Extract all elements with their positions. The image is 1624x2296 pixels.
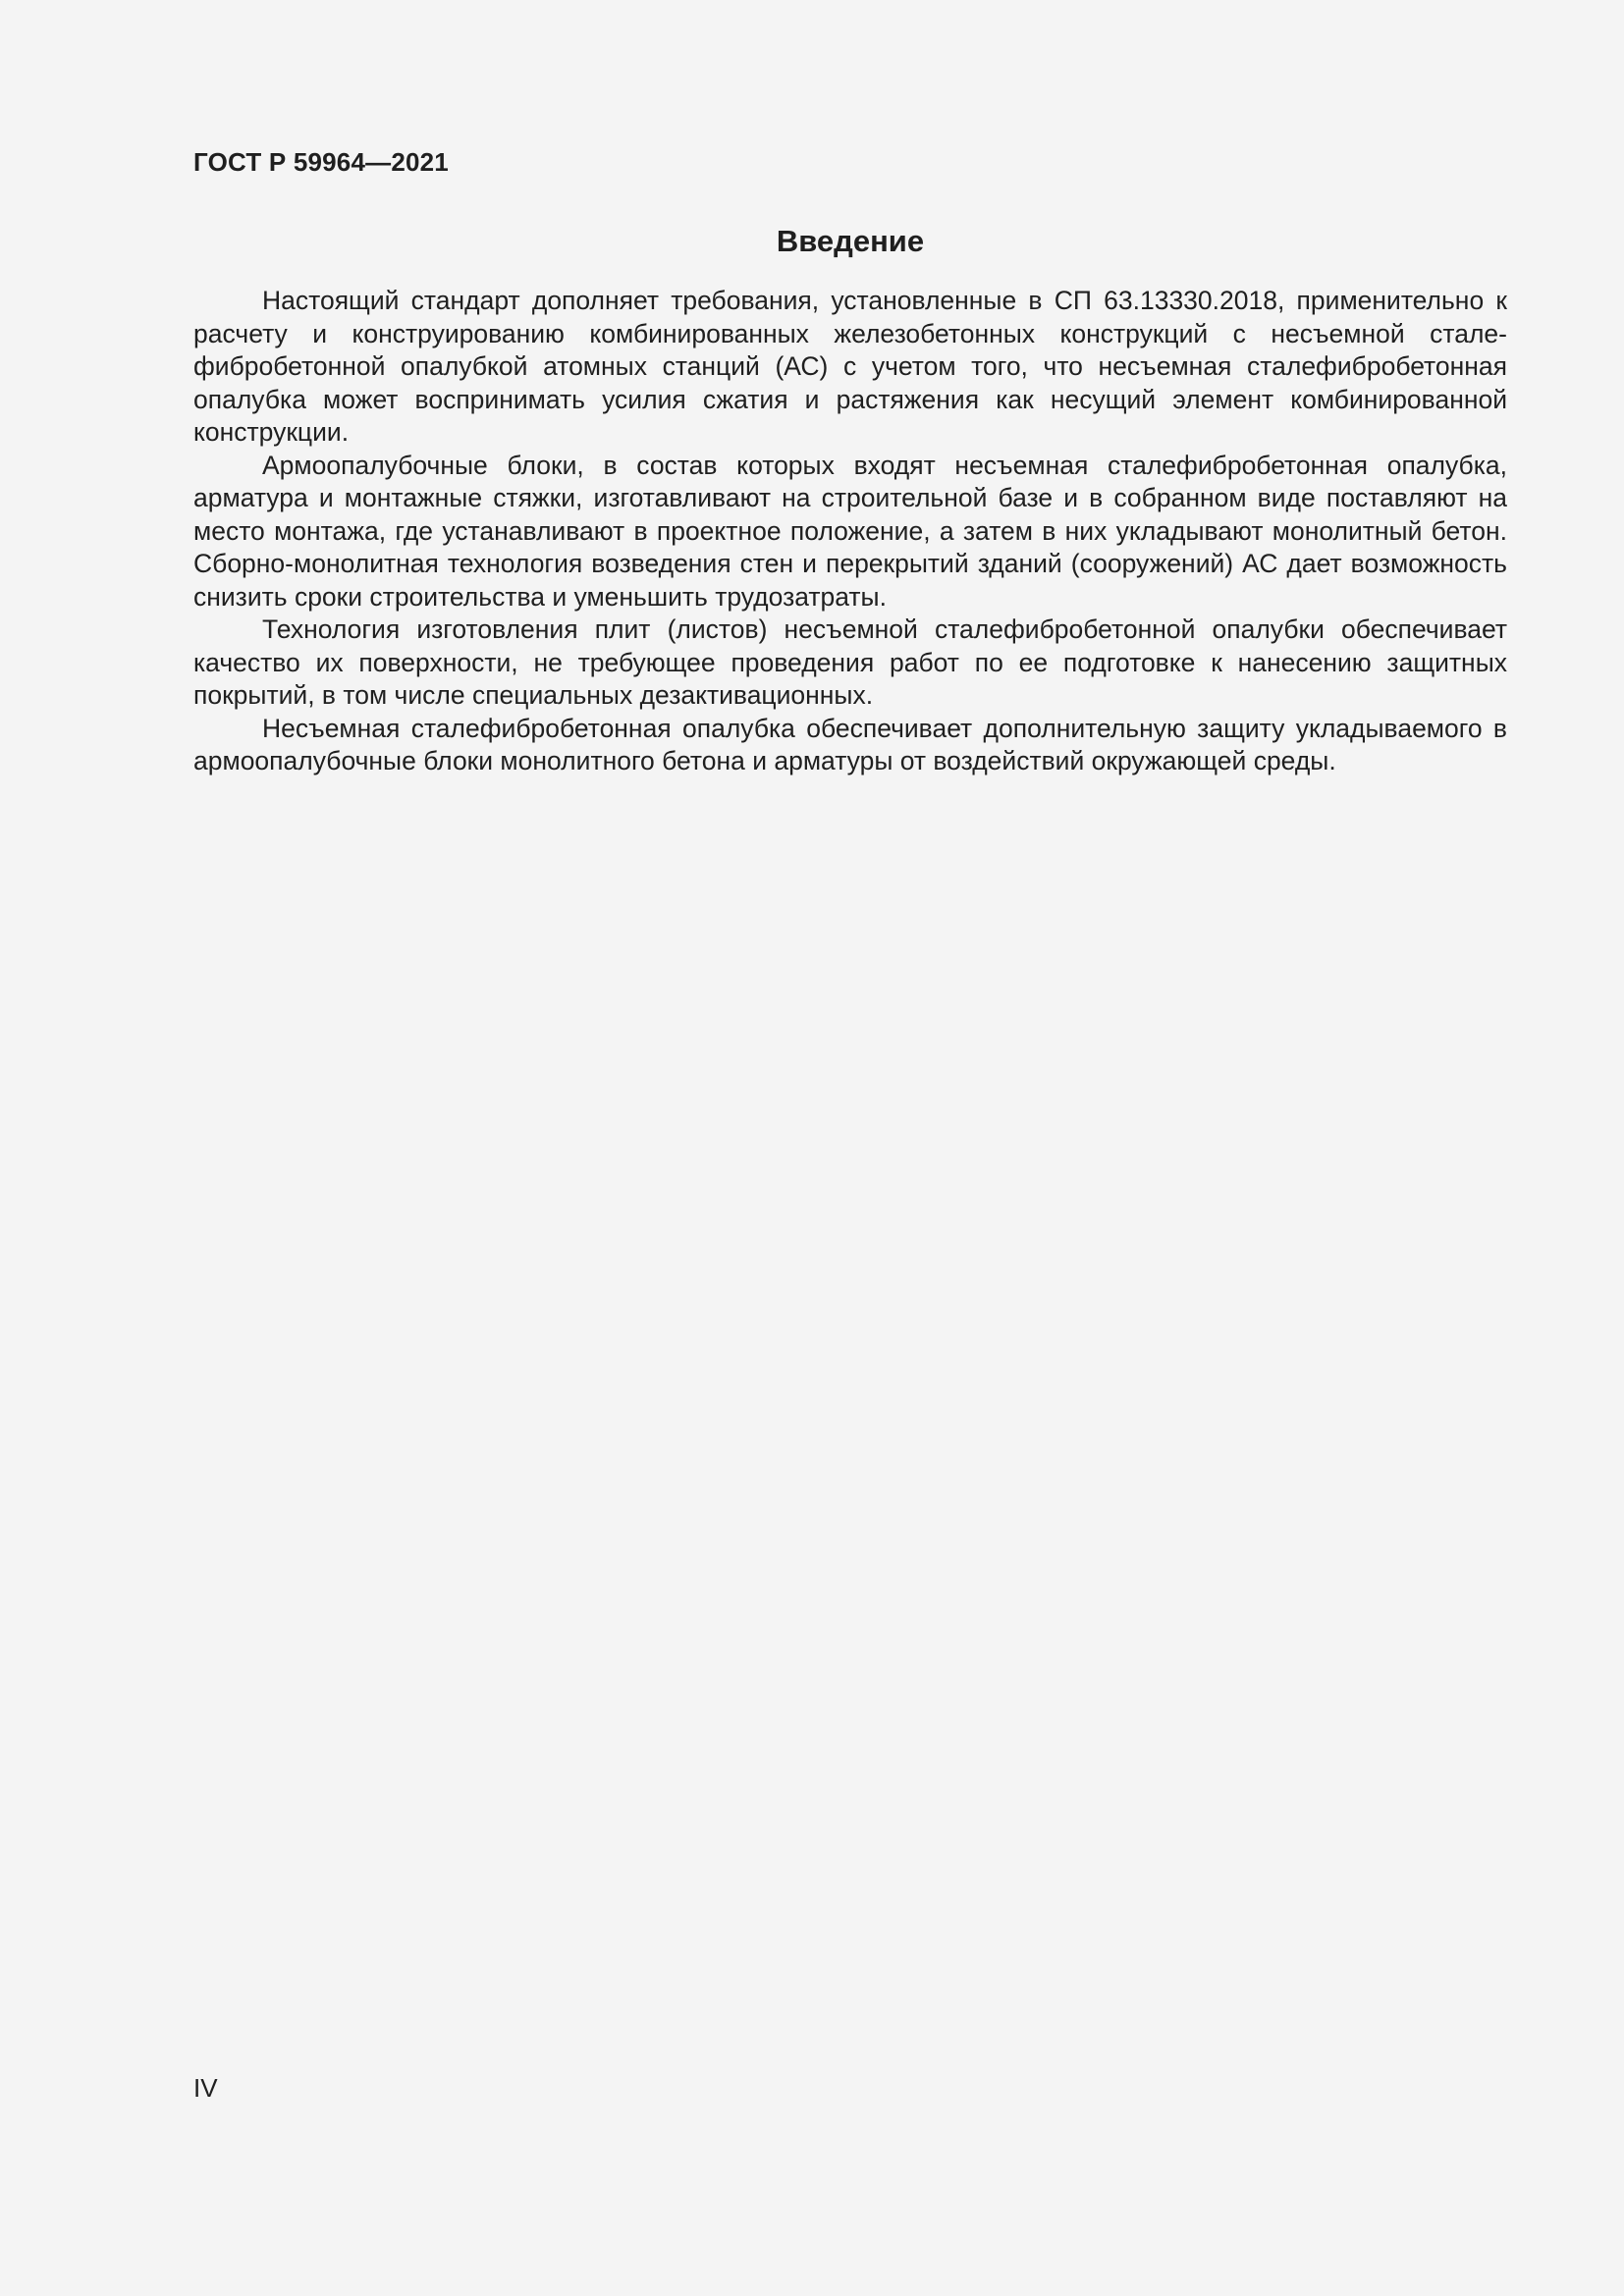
document-header: ГОСТ Р 59964—2021 (193, 147, 449, 177)
page-number: IV (193, 2073, 218, 2103)
paragraph: Несъемная сталефибробетонная опалубка обеспечивает дополнительную защиту укладываемого в армоопалубочные блоки монолитного бетона и арматуры от воздействий окружающей среды. (193, 713, 1507, 775)
paragraph: Армоопалубочные блоки, в состав которых входят несъемная сталефибробетонная опалубка, арматура и монтажные стяжки, изготавливают на строительной базе и в собранном виде поставляют на место монтажа, где устанавливают в проектное положение, а затем в них укладывают монолитный бетон. Сборно-монолитная технология возведения стен и перекрытий зданий (сооружений) АС дает возможность снизить сроки строительства и уменьшить трудозатраты. (193, 450, 1507, 612)
paragraph: Технология изготовления плит (листов) несъемной сталефибробетонной опалубки обеспечивает качество их поверхности, не требующее проведения работ по ее подготовке к нанесению защитных покрытий, в том числе специальных дезактивационных. (193, 614, 1507, 710)
section-title: Введение (776, 224, 925, 258)
body-text (193, 285, 1507, 778)
paragraph: Настоящий стандарт дополняет требования, установленные в СП 63.13330.2018, применительно к расчету и конструированию комбинированных железобетонных конструкций с несъемной сталефибробетонной опалубкой атомных станций (АС) с учетом того, что несъемная сталефибробетонная опалубка может воспринимать усилия сжатия и растяжения как несущий элемент комбинированной конструкции. (193, 286, 1507, 447)
